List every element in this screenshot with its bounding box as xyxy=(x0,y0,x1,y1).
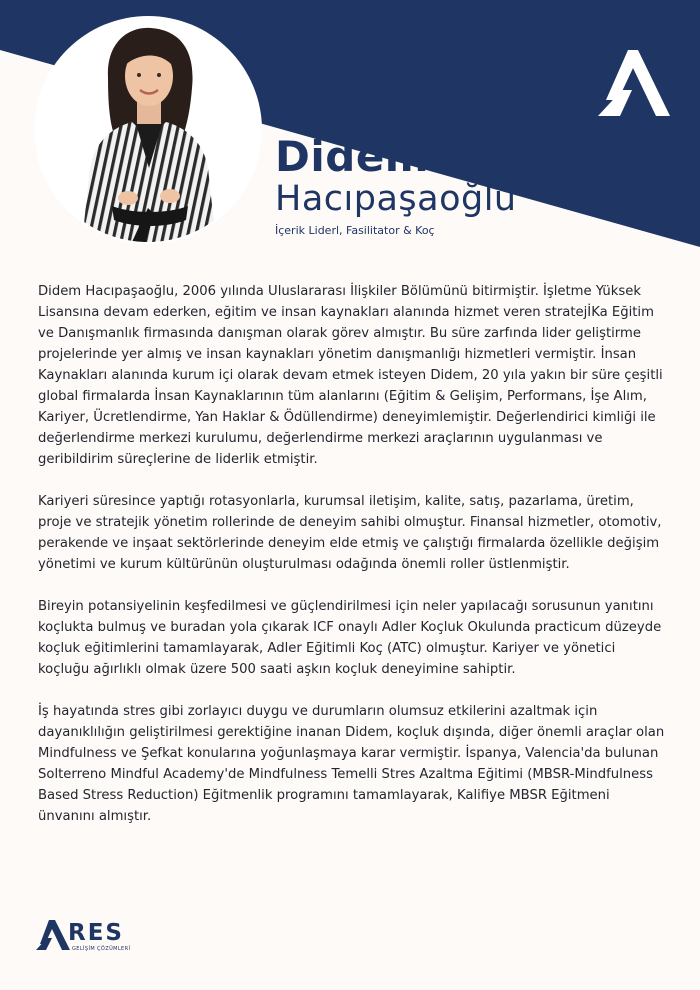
biography-section xyxy=(38,281,666,848)
bio-paragraph: Bireyin potansiyelinin keşfedilmesi ve güçlendirilmesi için neler yapılacağı sorusunun yanıtını koçlukta bulmuş ve buradan yola çıkarak ICF onaylı Adler Koçluk Okulunda practicum düzeyde koçluk eğitimlerini tamamlayarak, Adler Eğitimli Koç (ATC) olmuştur. Kariyer ve yönetici koçluğu ağırlıklı olmak üzere 500 saati aşkın koçluk deneyimine sahiptir. xyxy=(38,599,662,677)
triangle-a-logo-icon xyxy=(598,50,670,116)
bio-paragraph: Didem Hacıpaşaoğlu, 2006 yılında Uluslararası İlişkiler Bölümünü bitirmiştir. İşletme Yüksek Lisansına devam ederken, eğitim ve insan kaynakları alanında hizmet veren stratejİKa Eğitim ve Danışmanlık firmasında danışman olarak görev almıştır. Bu süre zarfında lider geliştirme projelerinde yer almış ve insan kaynakları yönetim danışmanlığı hizmetleri vermiştir. İnsan Kaynakları alanında kurum içi olarak devam etmek isteyen Didem, 20 yıla yakın bir süre çeşitli global firmalarda İnsan Kaynaklarının tüm alanlarını (Eğitim & Gelişim, Performans, İşe Alım, Kariyer, Ücretlendirme, Yan Haklar & Ödüllendirme) deneyimlemiştir. Değerlendirici kimliği ile değerlendirme merkezi kurulumu, değerlendirme merkezi araçlarının uygulanması ve geribildirim süreçlerine de liderlik etmiştir. xyxy=(38,284,663,467)
profile-photo xyxy=(36,18,260,242)
last-name-heading: Hacıpaşaoğlu xyxy=(275,179,517,219)
role-subtitle: İçerik Liderl, Fasilitator & Koç xyxy=(275,224,435,237)
ares-a-mark-icon xyxy=(36,920,70,950)
portrait-illustration xyxy=(36,18,260,242)
bio-paragraph: İş hayatında stres gibi zorlayıcı duygu ve durumların olumsuz etkilerini azaltmak için dayanıklılığın geliştirilmesi gerektiğine inanan Didem, koçluk dışında, diğer önemli araçlar olan Mindfulness ve Şefkat konularına yoğunlaşmaya karar vermiştir. İspanya, Valencia'da bulunan Solterreno Mindful Academy'de Mindfulness Temelli Stres Azaltma Eğitimi (MBSR-Mindfulness Based Stress Reduction) Eğitmenlik programını tamamlayarak, Kalifiye MBSR Eğitmeni ünvanını almıştır. xyxy=(38,704,665,824)
logo-tagline: GELİŞİM ÇÖZÜMLERİ xyxy=(72,946,131,952)
bio-paragraph: Kariyeri süresince yaptığı rotasyonlarla, kurumsal iletişim, kalite, satış, pazarlama, üretim, proje ve stratejik yönetim rollerinde de deneyim sahibi olmuştur. Finansal hizmetler, otomotiv, perakende ve inşaat sektörlerinde deneyim elde etmiş ve çalıştığı firmalarda özellikle değişim yönetimi ve kurum kültürünün oluşturulması odağında önemli roller üstlenmiştir. xyxy=(38,494,662,572)
ares-logo xyxy=(36,918,146,958)
first-name-heading: Didem xyxy=(275,132,430,181)
logo-wordmark: RES xyxy=(68,920,124,946)
